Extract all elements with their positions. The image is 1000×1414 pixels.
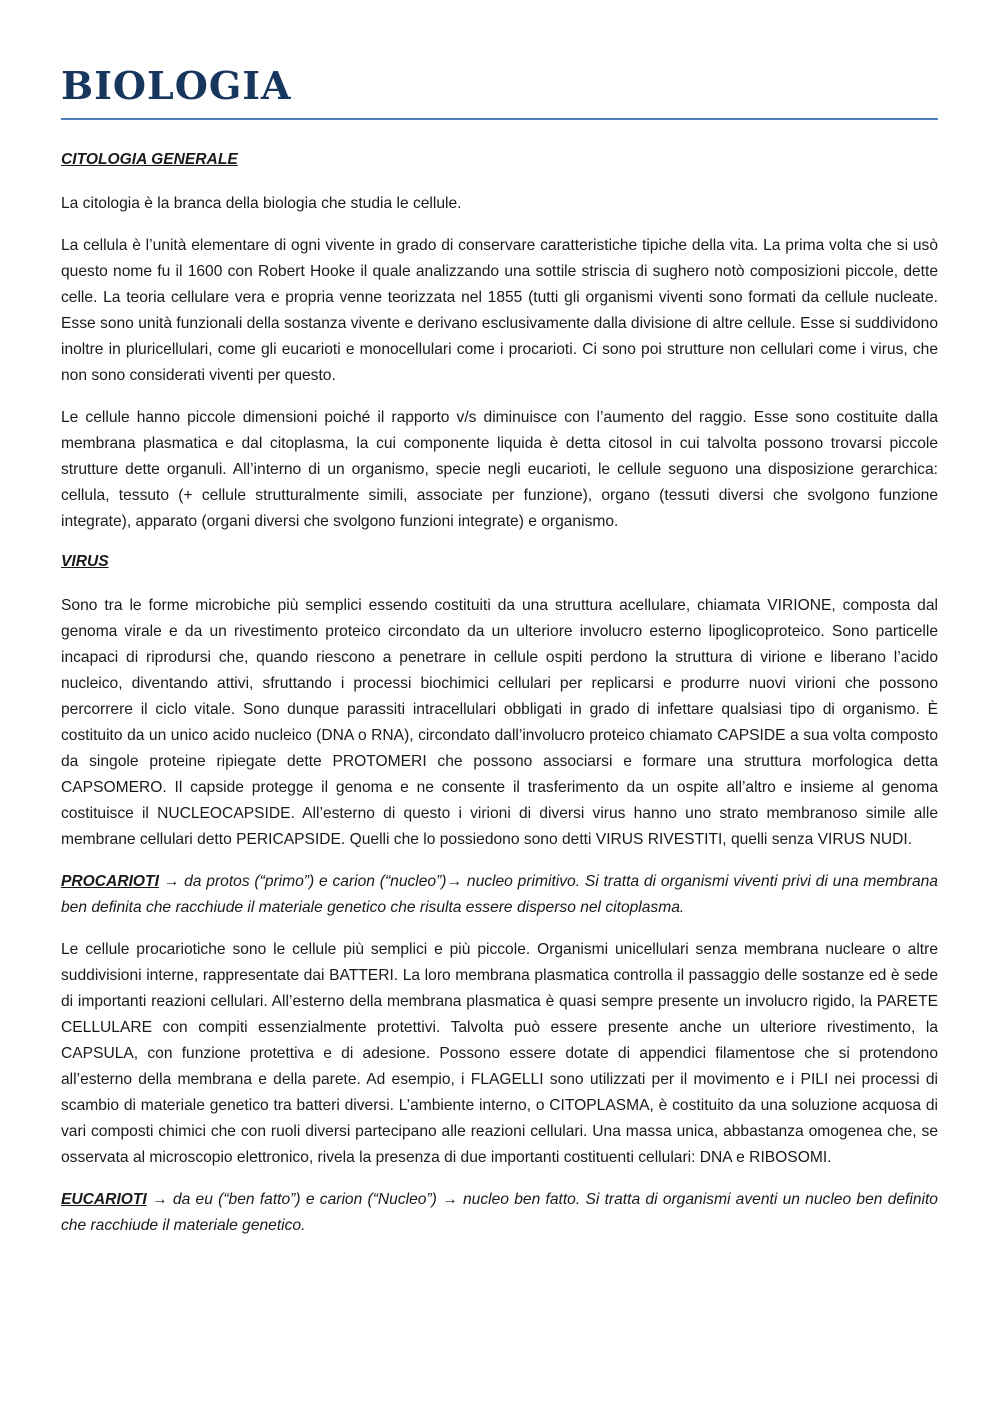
eucarioti-etymology: da eu (“ben fatto”) e carion (“Nucleo”) [172,1191,437,1208]
procarioti-definition [61,869,938,921]
eucarioti-definition [61,1187,938,1239]
paragraph-procarioti: Le cellule procariotiche sono le cellule più semplici e più piccole. Organismi unicellulari senza membrana nucleare o altre suddivisioni interne, rappresentate dai BATTERI. La loro membrana plasmatica controlla il passaggio delle sostanze ed è sede di importanti reazioni cellulari. All’esterno della membrana plasmatica è quasi sempre presente un involucro rigido, la PARETE CELLULARE con compiti essenzialmente protettivi. Talvolta può essere presente anche un ulteriore rivestimento, la CAPSULA, con funzione protettiva e di adesione. Possono essere dotate di appendici filamentose che si protendono all’esterno della membrana e della parete. Ad esempio, i FLAGELLI sono utilizzati per il movimento e i PILI nei processi di scambio di materiale genetico tra batteri diversi. L’ambiente interno, o CITOPLASMA, è costituito da una soluzione acquosa di vari composti chimici che con ruoli diversi partecipano alle reazioni cellulari. Una massa unica, abbastanza omogenea che, se osservata al microscopio elettronico, rivela la presenza di due importanti costituenti cellulari: DNA e RIBOSOMI. [61,941,938,1166]
title-divider [61,118,938,120]
label-eucarioti: EUCARIOTI [61,1191,147,1208]
heading-virus: VIRUS [61,553,109,570]
paragraph-cellula: La cellula è l’unità elementare di ogni vivente in grado di conservare caratteristiche tipiche della vita. La prima volta che si usò questo nome fu il 1600 con Robert Hooke il quale analizzando una sottile striscia di sughero notò composizioni piccole, dette celle. La teoria cellulare vera e propria venne teorizzata nel 1855 (tutti gli organismi viventi sono formati da cellule nucleate. Esse sono unità funzionali della sostanza vivente e derivano esclusivamente dalla divisione di altre cellule. Esse si suddividono inoltre in pluricellulari, come gli eucarioti e monocellulari come i procarioti. Ci sono poi strutture non cellulari come i virus, che non sono considerati viventi per questo. [61,237,938,384]
eucarioti-definition-text: nucleo ben fatto. Si tratta di organismi aventi un nucleo ben definito che racchiude il materiale genetico. [61,1191,938,1234]
arrow-right-icon: → [152,1191,168,1208]
arrow-right-icon: → [442,1191,458,1208]
paragraph-citologia-intro: La citologia è la branca della biologia che studia le cellule. [61,195,462,212]
document-title: BIOLOGIA [61,63,292,108]
document-page [61,60,938,1255]
procarioti-definition-text: nucleo primitivo. Si tratta di organismi viventi privi di una membrana ben definita che racchiude il materiale genetico che risulta essere disperso nel citoplasma. [61,873,938,916]
arrow-right-icon: → [446,873,463,890]
procarioti-etymology: da protos (“primo”) e carion (“nucleo”) [184,873,447,890]
arrow-right-icon: → [163,873,180,890]
paragraph-dimensioni-cellule: Le cellule hanno piccole dimensioni poiché il rapporto v/s diminuisce con l’aumento del raggio. Esse sono costituite dalla membrana plasmatica e dal citoplasma, la cui componente liquida è detta citosol in cui talvolta possono trovarsi piccole strutture dette organuli. All’interno di un organismo, specie negli eucarioti, le cellule seguono una disposizione gerarchica: cellula, tessuto (+ cellule strutturalmente simili, associate per funzione), organo (tessuti diversi che svolgono funzione integrate), apparato (organi diversi che svolgono funzioni integrate) e organismo. [61,409,938,530]
heading-citologia-generale: CITOLOGIA GENERALE [61,151,238,168]
label-procarioti: PROCARIOTI [61,873,159,890]
paragraph-virus: Sono tra le forme microbiche più semplici essendo costituiti da una struttura acellulare, chiamata VIRIONE, composta dal genoma virale e da un rivestimento proteico circondato da un ulteriore involucro esterno lipoglicoproteico. Sono particelle incapaci di riprodursi che, quando riescono a penetrare in cellule ospiti perdono la struttura di virione e liberano l’acido nucleico, diventando attivi, sfruttando i processi biochimici cellulari per replicarsi e produrre nuovi virioni che possono percorrere il ciclo vitale. Sono dunque parassiti intracellulari obbligati in grado di infettare qualsiasi tipo di organismo. È costituito da un unico acido nucleico (DNA o RNA), circondato dall’involucro proteico chiamato CAPSIDE a sua volta composto da singole proteine ripiegate dette PROTOMERI che possono associarsi e formare una struttura morfologica detta CAPSOMERO. Il capside protegge il genoma e ne consente il trasferimento da un ospite all’altro e insieme al genoma costituisce il NUCLEOCAPSIDE. All’esterno di questo i virioni di diversi virus hanno uno strato membranoso simile alle membrane cellulari detto PERICAPSIDE. Quelli che lo possiedono sono detti VIRUS RIVESTITI, quelli senza VIRUS NUDI. [61,597,938,848]
